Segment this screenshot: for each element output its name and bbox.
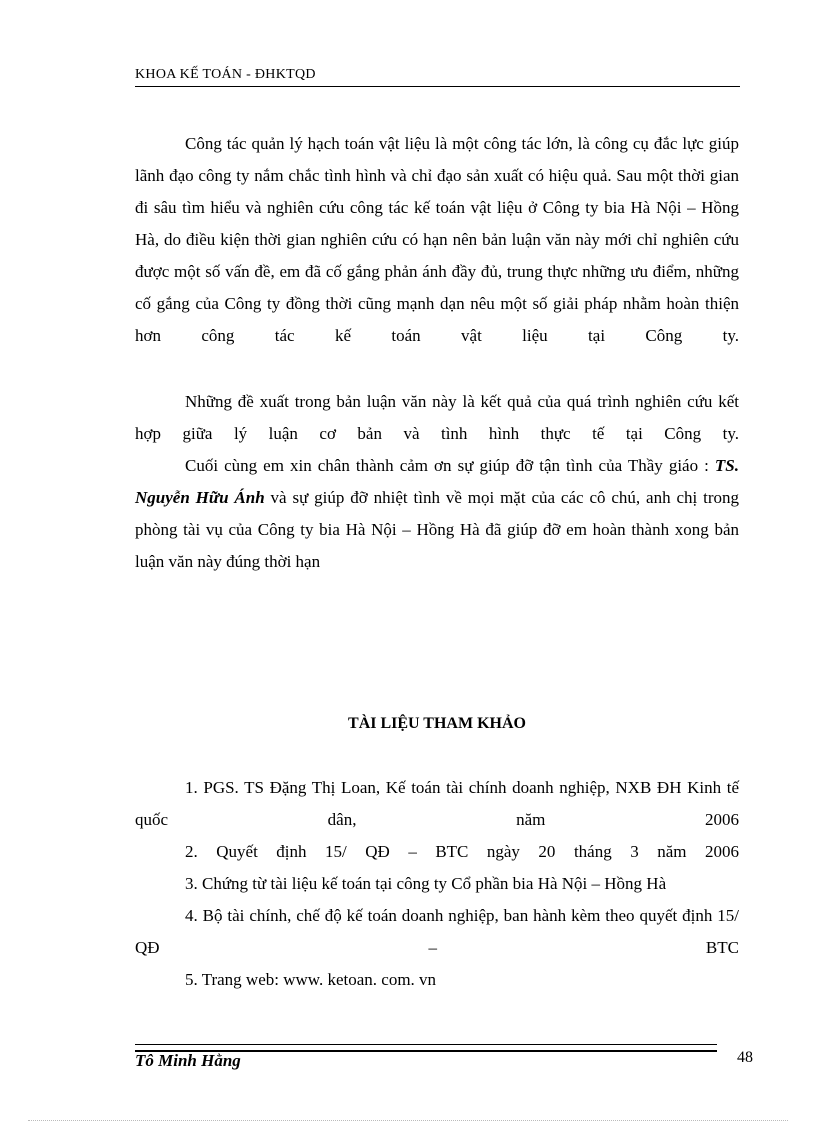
reference-item-2: 2. Quyết định 15/ QĐ – BTC ngày 20 tháng 3 năm 2006 — [185, 842, 739, 861]
reference-item-5: 5. Trang web: www. ketoan. com. vn — [185, 970, 437, 989]
page-bottom-border — [28, 1120, 788, 1121]
reference-item-3: 3. Chứng từ tài liệu kế toán tại công ty Cổ phần bia Hà Nội – Hồng Hà — [185, 874, 667, 893]
advisor-name: TS. Nguyễn Hữu Ánh — [135, 456, 739, 507]
author-name: Tô Minh Hằng — [135, 1051, 241, 1070]
references-title: TÀI LIỆU THAM KHẢO — [348, 715, 526, 732]
body-paragraph-3 — [135, 450, 739, 578]
page-number: 48 — [737, 1049, 753, 1066]
paragraph-3-rest: và sự giúp đỡ nhiệt tình về mọi mặt của các cô chú, anh chị trong phòng tài vụ của Công ty bia Hà Nội – Hồng Hà đã giúp đỡ em hoàn thành xong bản luận văn này đúng thời hạn — [135, 488, 740, 571]
paragraph-3-intro: Cuối cùng em xin chân thành cảm ơn sự giúp đỡ tận tình của Thầy giáo : — [185, 456, 715, 475]
page-header: KHOA KẾ TOÁN - ĐHKTQD — [135, 66, 740, 87]
reference-item-4: 4. Bộ tài chính, chế độ kế toán doanh nghiệp, ban hành kèm theo quyết định 15/ QĐ – BTC — [135, 906, 739, 957]
body-paragraph-1: Công tác quản lý hạch toán vật liệu là một công tác lớn, là công cụ đắc lực giúp lãnh đạo công ty nắm chắc tình hình và chỉ đạo sản xuất có hiệu quả. Sau một thời gian đi sâu tìm hiểu và nghiên cứu công tác kế toán vật liệu ở Công ty bia Hà Nội – Hồng Hà, do điều kiện thời gian nghiên cứu có hạn nên bản luận văn này mới chỉ nghiên cứu được một số vấn đề, em đã cố gắng phản ánh đầy đủ, trung thực những ưu điểm, những cố gắng của Công ty đồng thời cũng mạnh dạn nêu một số giải pháp nhằm hoàn thiện hơn công tác kế toán vật liệu tại Công ty. — [135, 134, 739, 345]
reference-item-1: 1. PGS. TS Đặng Thị Loan, Kế toán tài chính doanh nghiệp, NXB ĐH Kinh tế quốc dân, năm 2006 — [135, 778, 739, 829]
body-paragraph-2: Những đề xuất trong bản luận văn này là kết quả của quá trình nghiên cứu kết hợp giữa lý luận cơ bản và tình hình thực tế tại Công ty. — [135, 392, 739, 443]
